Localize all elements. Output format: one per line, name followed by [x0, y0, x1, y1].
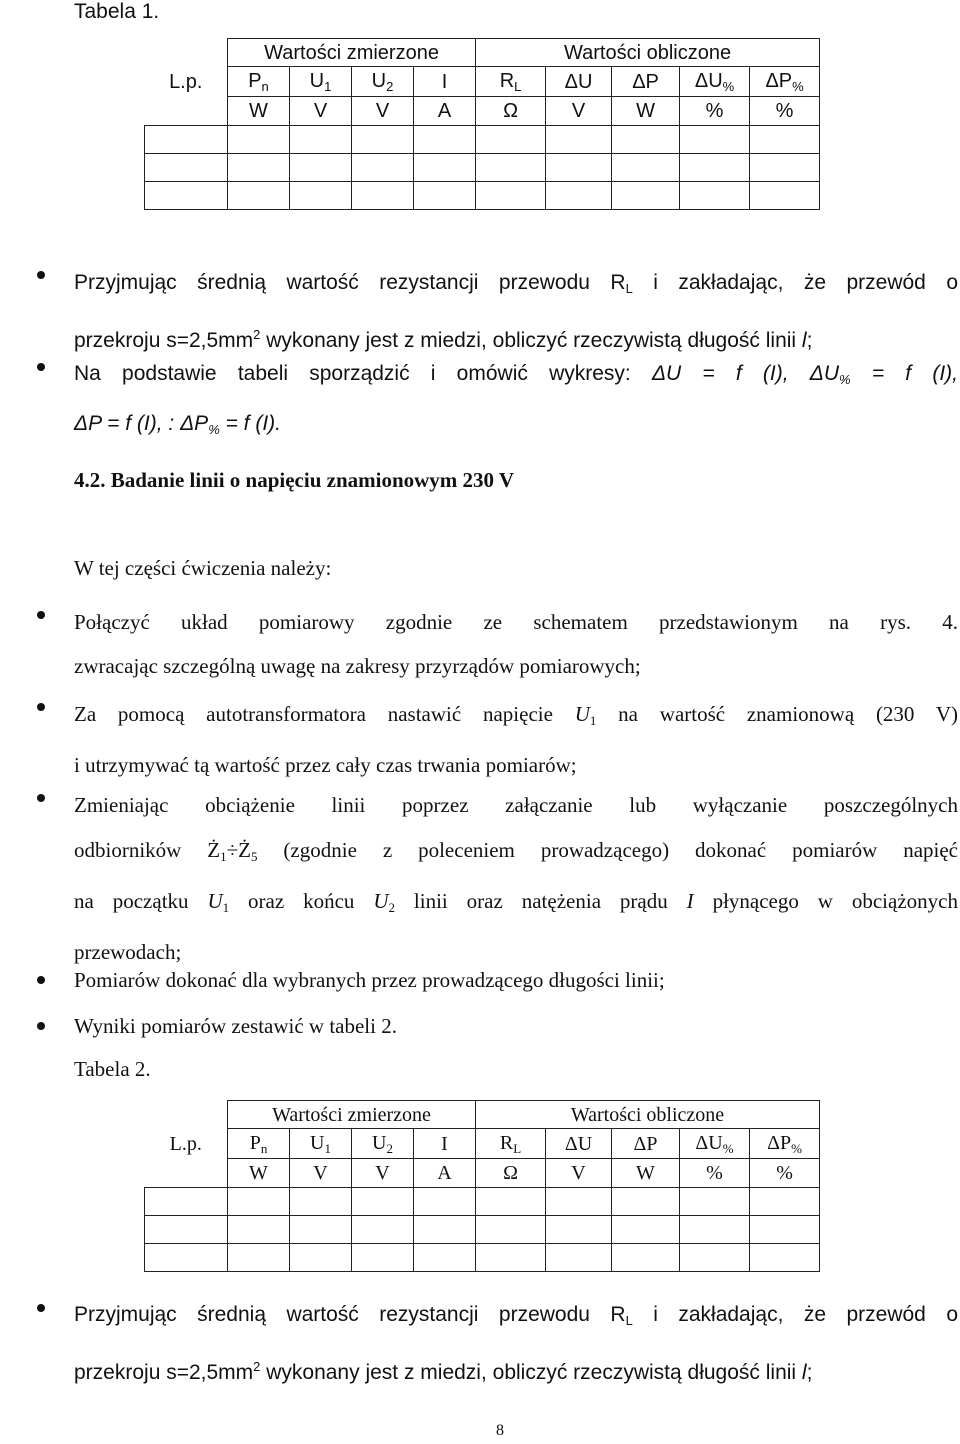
block2-bullet: Przyjmując średnią wartość rezystancji przewodu $R_L$ i zakładając, że przewód o przekroju $s=2,5mm^2$ wykonany jest z miedzi, obliczyć rzeczywistą długość linii l;: [74, 1303, 958, 1384]
table2-col-dppct: $\Delta P_{\%}$: [750, 1129, 820, 1159]
bullet-icon: [37, 976, 45, 984]
block1-bullet1: Przyjmując średnią wartość rezystancji przewodu $R_L$ i zakładając, że przewód o przekroju $s=2,5mm^2$ wykonany jest z miedzi, obliczyć rzeczywistą długość linii l;: [74, 271, 958, 352]
table1-header-row: [145, 67, 820, 97]
bullet-icon: [37, 271, 45, 279]
table1-unit: V: [546, 97, 612, 126]
table2-col-rl: $R_L$: [476, 1129, 546, 1159]
table1-group-computed: Wartości obliczone: [476, 39, 820, 67]
table1-col-rl: $R_L$: [476, 67, 546, 97]
block1-bullet2: Na podstawie tabeli sporządzić i omówić wykresy: ΔU = f (I), $\Delta U_{\%} = f$ (I), ΔP = f (I), : $\Delta P_{\%} = f$ (I).: [74, 362, 958, 437]
table1-unit: A: [414, 97, 476, 126]
table1-unit: V: [290, 97, 352, 126]
table-row: [145, 182, 820, 210]
bullet-icon: [37, 611, 45, 619]
list-item: Pomiarów dokonać dla wybranych przez prowadzącego długości linii;: [74, 968, 665, 992]
table1-col-u1: $U_1$: [290, 67, 352, 97]
table1-unit: W: [228, 97, 290, 126]
table2-group-computed: Wartości obliczone: [476, 1101, 820, 1129]
table2-unit: %: [750, 1159, 820, 1188]
table1-lp: L.p.: [169, 70, 203, 93]
bullet-icon: [37, 1304, 45, 1312]
table2-col-i: I: [414, 1129, 476, 1159]
table2-units-row: [145, 1159, 820, 1188]
list-item: Za pomocą autotransformatora nastawić napięcie $U_1$ na wartość znamionową (230 V) i utrzymywać tą wartość przez cały czas trwania pomiarów;: [74, 702, 958, 777]
table1-unit: %: [750, 97, 820, 126]
table2-caption: Tabela 2.: [74, 1057, 151, 1081]
table1-col-dp: ΔP: [612, 67, 680, 97]
table2-unit: W: [612, 1159, 680, 1188]
table2-lp: L.p.: [169, 1132, 202, 1155]
table2-col-u1: $U_1$: [290, 1129, 352, 1159]
table1-unit: W: [612, 97, 680, 126]
table1-caption: Tabela 1.: [74, 0, 160, 23]
list-item: Połączyć układ pomiarowy zgodnie ze schematem przedstawionym na rys. 4. zwracając szczególną uwagę na zakresy przyrządów pomiarowych;: [74, 610, 958, 678]
table1-unit: V: [352, 97, 414, 126]
table1-col-i: I: [414, 67, 476, 97]
table2-col-dp: ΔP: [612, 1129, 680, 1159]
list-item: Wyniki pomiarów zestawić w tabeli 2.: [74, 1014, 397, 1038]
table1-col-pn: $P_n$: [228, 67, 290, 97]
table2-header-row: [145, 1129, 820, 1159]
table2-unit: W: [228, 1159, 290, 1188]
bullet-icon: [37, 794, 45, 802]
table2-unit: Ω: [476, 1159, 546, 1188]
table1: [144, 38, 820, 210]
table-row: [145, 1216, 820, 1244]
table1-col-dupct: $\Delta U_{\%}$: [680, 67, 750, 97]
table2-unit: V: [546, 1159, 612, 1188]
table2-col-pn: $P_n$: [228, 1129, 290, 1159]
bullet-icon: [37, 363, 45, 371]
bullet-icon: [37, 703, 45, 711]
table1-group-measured: Wartości zmierzone: [228, 39, 476, 67]
table2-col-u2: $U_2$: [352, 1129, 414, 1159]
table-row: [145, 1188, 820, 1216]
table2-group-measured: Wartości zmierzone: [228, 1101, 476, 1129]
table2-unit: %: [680, 1159, 750, 1188]
list-item: Zmieniając obciążenie linii poprzez załączanie lub wyłączanie poszczególnych odbiorników $Ż_1\div Ż_5$ (zgodnie z poleceniem prowadzącego) dokonać pomiarów napięć na początku $U_1$ oraz końcu $U_2$ linii oraz natężenia prądu I płynącego w obciążonych przewodach;: [74, 793, 959, 964]
table-row: [145, 1244, 820, 1272]
page-number: 8: [496, 1422, 504, 1439]
table2-unit: V: [290, 1159, 352, 1188]
section-intro: W tej części ćwiczenia należy:: [74, 556, 332, 580]
table2-unit: A: [414, 1159, 476, 1188]
table2-unit: V: [352, 1159, 414, 1188]
table-row: [145, 126, 820, 154]
table2-col-dupct: $\Delta U_{\%}$: [680, 1129, 750, 1159]
table1-unit: Ω: [476, 97, 546, 126]
table-row: [145, 154, 820, 182]
table1-col-u2: $U_2$: [352, 67, 414, 97]
table1-units-row: [145, 97, 820, 126]
table1-unit: %: [680, 97, 750, 126]
bullet-icon: [37, 1022, 45, 1030]
table1-col-du: ΔU: [546, 67, 612, 97]
table2: [144, 1100, 820, 1272]
section-heading: 4.2. Badanie linii o napięciu znamionowym 230 V: [74, 468, 515, 492]
table2-col-du: ΔU: [546, 1129, 612, 1159]
table1-col-dppct: $\Delta P_{\%}$: [750, 67, 820, 97]
